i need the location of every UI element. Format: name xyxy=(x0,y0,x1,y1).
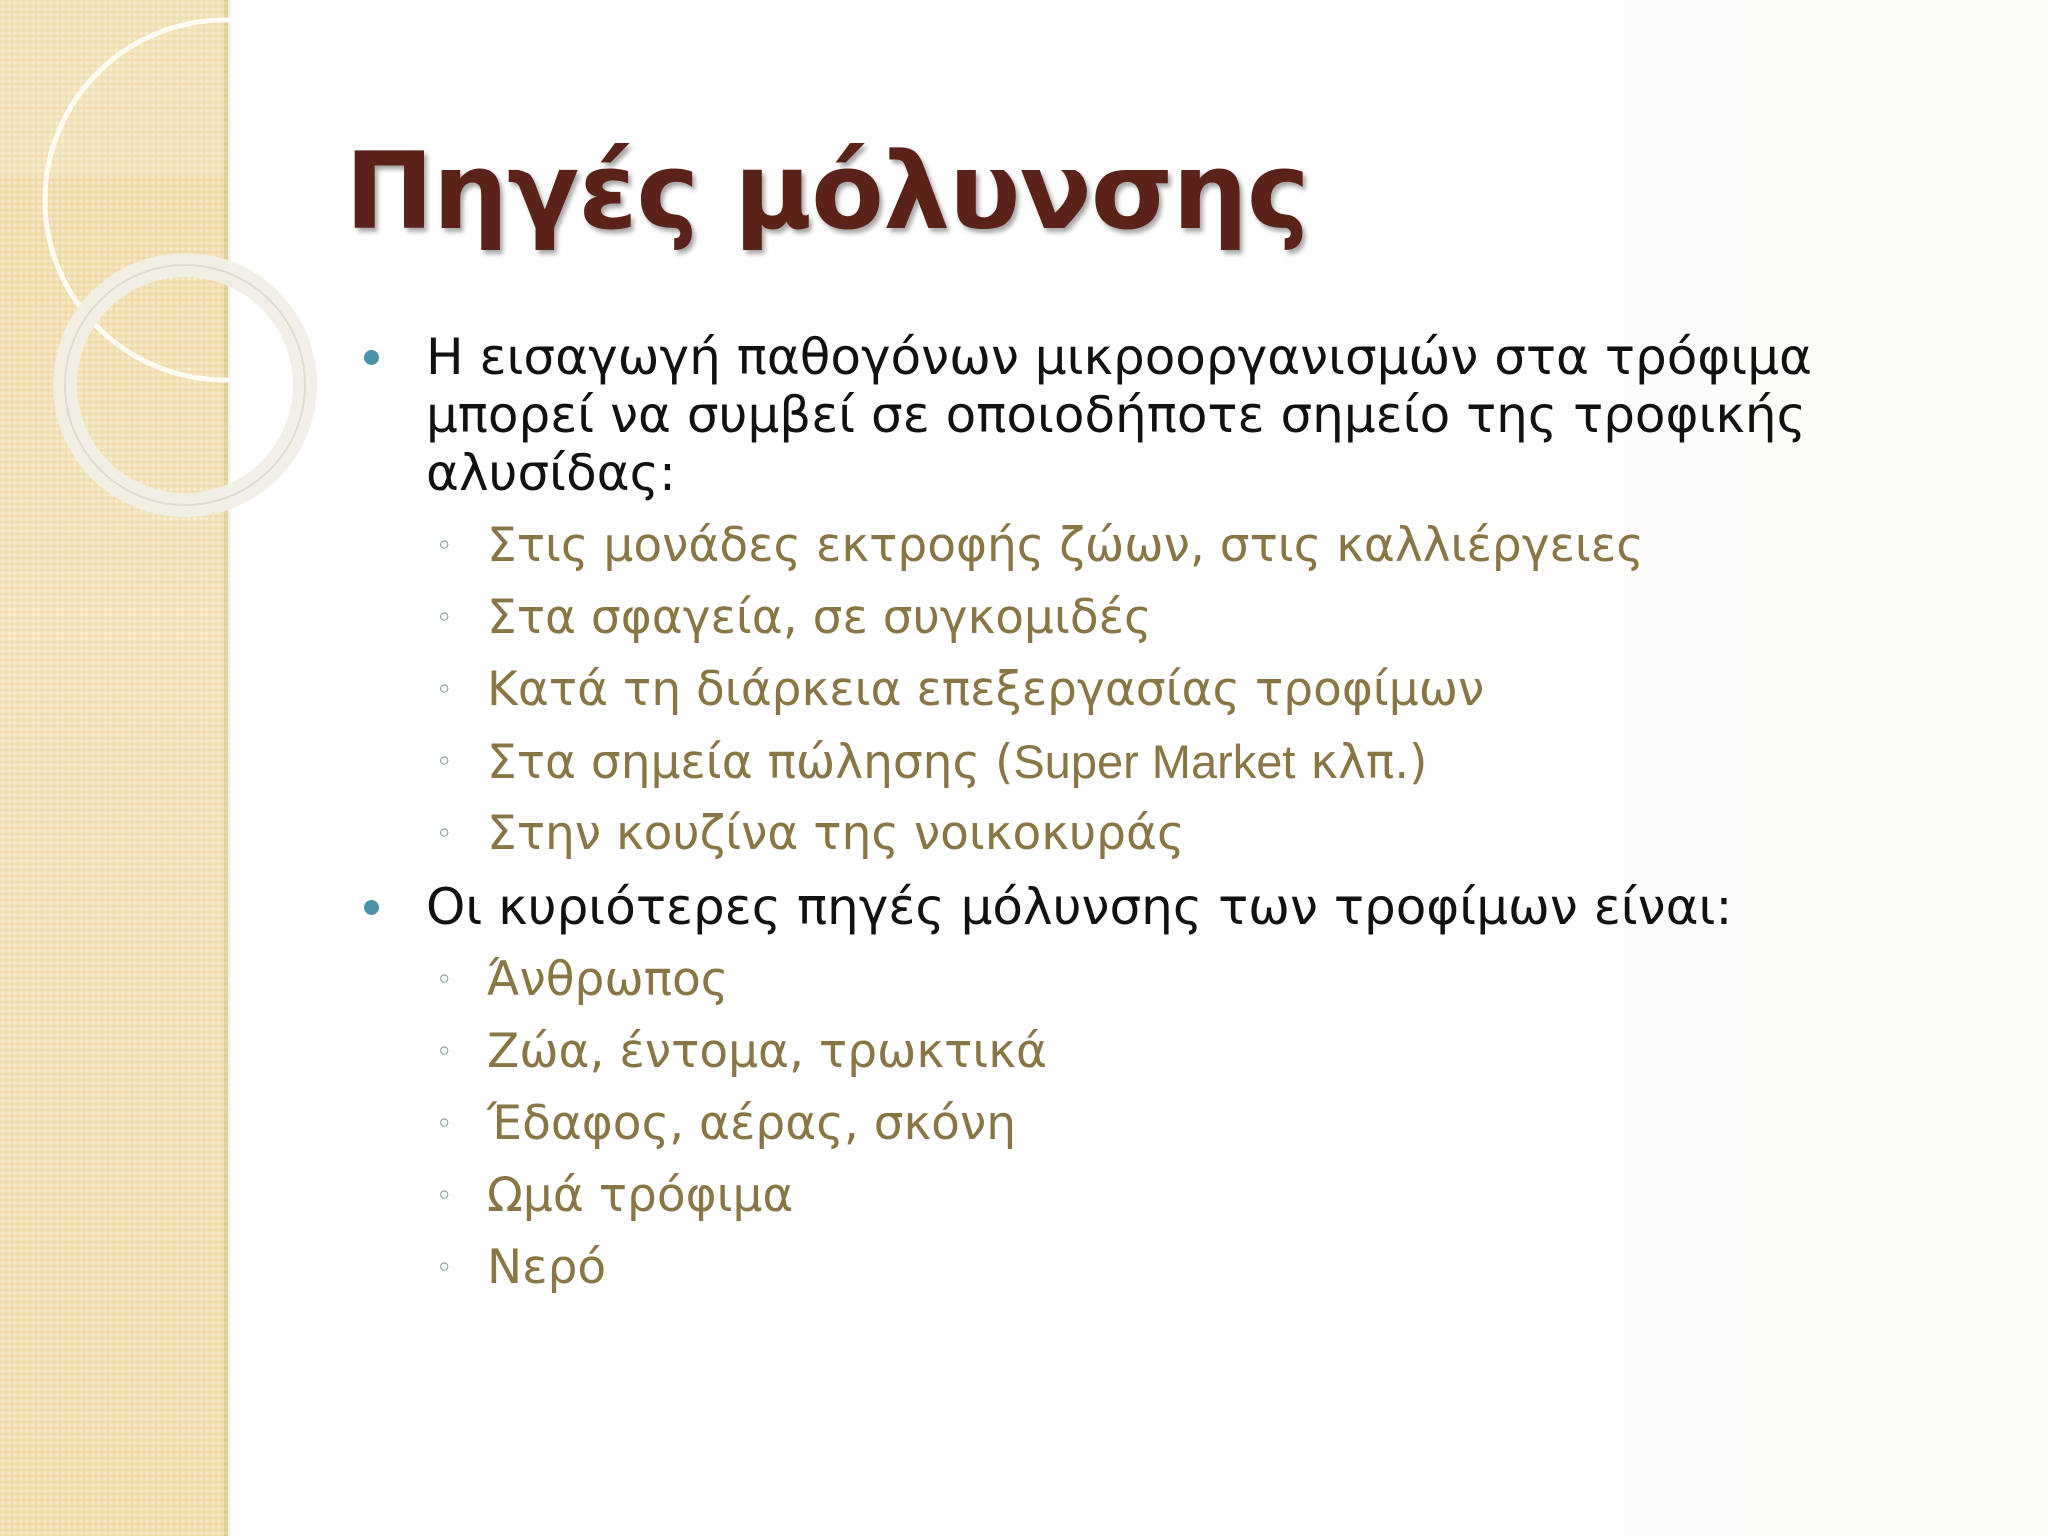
bullet-dot-icon xyxy=(364,900,379,915)
sub-bullet-text: Στην κουζίνα της νοικοκυράς xyxy=(487,806,1185,861)
sub-bullet-text-after: κλπ.) xyxy=(1295,735,1428,790)
sub-bullet-item xyxy=(360,734,1960,790)
sub-bullet-circle-icon: ◦ xyxy=(436,601,453,634)
sub-bullet-text: Ζώα, έντομα, τρωκτικά xyxy=(487,1024,1047,1079)
sub-bullet-circle-icon: ◦ xyxy=(436,1035,453,1068)
sub-bullet-text: Κατά τη διάρκεια επεξεργασίας τροφίμων xyxy=(487,662,1485,717)
sub-bullet-text: Νερό xyxy=(487,1240,607,1295)
sub-bullet-text: Στα σφαγεία, σε συγκομιδές xyxy=(487,590,1152,645)
sub-bullet-circle-icon: ◦ xyxy=(436,1179,453,1212)
sub-bullet-item xyxy=(360,952,1960,1008)
sub-bullet-item xyxy=(360,662,1960,718)
sub-bullet-circle-icon: ◦ xyxy=(436,1251,453,1284)
bullet-text: Η εισαγωγή παθογόνων μικροοργανισμών στα τρόφιμα μπορεί να συμβεί σε οποιοδήποτε σημείο της τροφικής αλυσίδας: xyxy=(426,328,1812,502)
sub-bullet-circle-icon: ◦ xyxy=(436,529,453,562)
sub-bullet-item xyxy=(360,806,1960,862)
slide-title: Πηγές μόλυνσης xyxy=(345,130,1309,253)
sub-bullet-text-before: Στα σημεία πώλησης ( xyxy=(487,735,1014,790)
sub-bullet-text: Στις μονάδες εκτροφής ζώων, στις καλλιέργειες xyxy=(487,518,1644,573)
decorative-ring-thick xyxy=(65,265,305,505)
sub-bullet-circle-icon: ◦ xyxy=(436,963,453,996)
sub-bullet-text: Έδαφος, αέρας, σκόνη xyxy=(487,1096,1016,1151)
sub-bullet-circle-icon: ◦ xyxy=(436,817,453,850)
sub-bullet-circle-icon: ◦ xyxy=(436,673,453,706)
decorative-rings xyxy=(0,0,420,560)
sub-bullet-text xyxy=(487,735,1427,790)
sub-bullet-circle-icon: ◦ xyxy=(436,1107,453,1140)
sub-bullet-text: Ωμά τρόφιμα xyxy=(487,1168,794,1223)
bullet-item xyxy=(360,878,1960,936)
sub-bullet-item xyxy=(360,1024,1960,1080)
sub-bullet-item xyxy=(360,590,1960,646)
sub-bullet-item xyxy=(360,518,1960,574)
bullet-text: Οι κυριότερες πηγές μόλυνσης των τροφίμων είναι: xyxy=(426,878,1733,936)
bullet-item xyxy=(360,328,1960,502)
sub-bullet-item xyxy=(360,1096,1960,1152)
sub-bullet-circle-icon: ◦ xyxy=(436,745,453,778)
sub-bullet-brand-text: Super Market xyxy=(1013,735,1296,788)
sub-bullet-item xyxy=(360,1240,1960,1296)
decorative-panel xyxy=(0,0,225,176)
sub-bullet-item xyxy=(360,1168,1960,1224)
slide-content xyxy=(360,328,1960,1312)
bullet-dot-icon xyxy=(364,350,379,365)
sub-bullet-text: Άνθρωπος xyxy=(487,952,729,1007)
